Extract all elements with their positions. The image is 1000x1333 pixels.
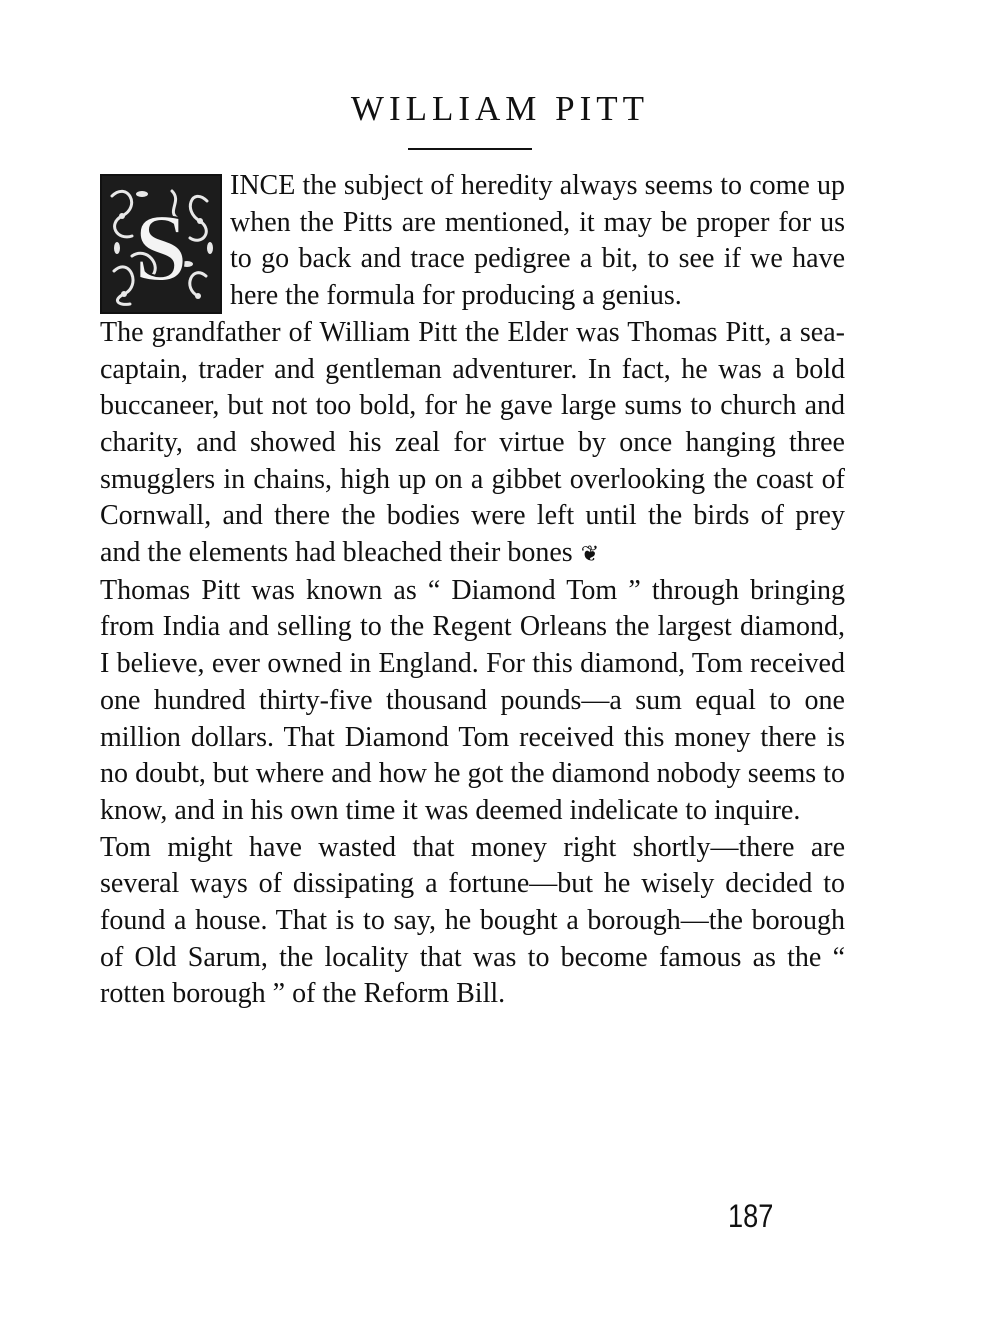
body-text (100, 168, 845, 1013)
leaf-ornament-icon: ❦ (580, 541, 600, 567)
drop-cap-letter: S (134, 194, 188, 301)
paragraph-2 (100, 315, 845, 573)
paragraph-1 (100, 168, 845, 315)
paragraph-3-text: Thomas Pitt was known as “ Diamond Tom ” through bringing from India and selling to the Regent Orleans the largest diamond, I believe, ever owned in England. For this diamond, Tom received one hundred thirty-five thousand pounds—a sum equal to one million dollars. That Diamond Tom received this money there is no doubt, but where and how he got the diamond nobody seems to know, and in his own time it was deemed indelicate to inquire. (100, 574, 845, 826)
page-number: 187 (728, 1198, 774, 1234)
title-rule (408, 148, 532, 150)
paragraph-3 (100, 573, 845, 830)
paragraph-2-text: The grandfather of William Pitt the Elder was Thomas Pitt, a sea-captain, trader and gentleman adventurer. In fact, he was a bold buccaneer, but not too bold, for he gave large sums to church and charity, and showed his zeal for virtue by once hanging three smugglers in chains, high up on a gibbet overlooking the coast of Cornwall, and there the bodies were left until the birds of prey and the elements had bleached their bones (100, 316, 845, 569)
drop-cap-initial-s (100, 174, 222, 314)
page-title: WILLIAM PITT (350, 89, 650, 128)
paragraph-4 (100, 830, 845, 1014)
paragraph-1-text: INCE the subject of heredity always seems to come up when the Pitts are mentioned, it may be proper for us to go back and trace pedigree a bit, to see if we have here the formula for producing a genius. (230, 170, 845, 312)
paragraph-4-text: Tom might have wasted that money right shortly—there are several ways of dissipating a fortune—but he wisely decided to found a house. That is to say, he bought a borough—the borough of Old Sarum, the locality that was to become famous as the “ rotten borough ” of the Reform Bill. (100, 831, 845, 1010)
ornamental-initial-icon (102, 176, 220, 312)
